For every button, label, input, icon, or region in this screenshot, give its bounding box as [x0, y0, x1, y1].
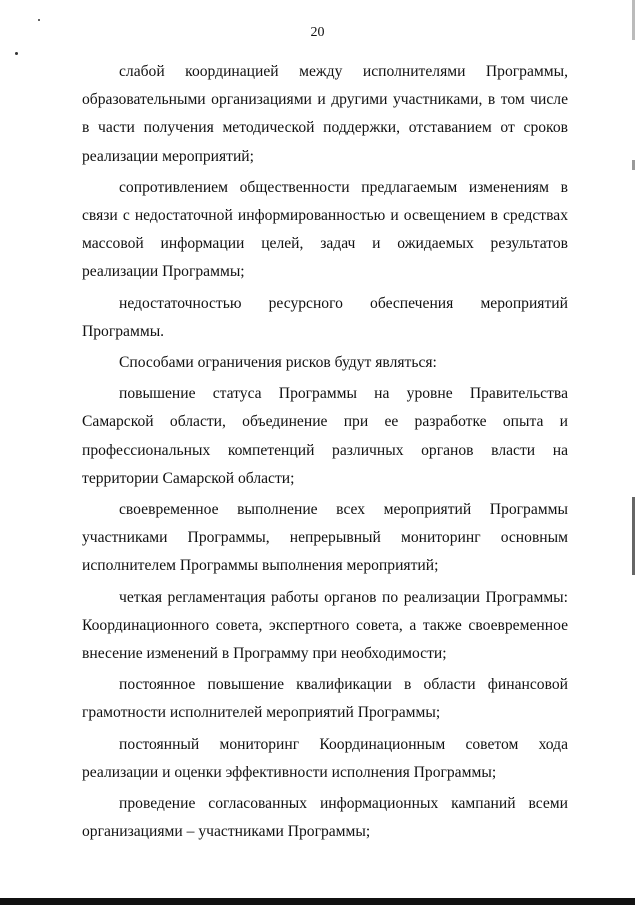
paragraph-timely-execution: своевременное выполнение всех мероприятий Программы участниками Программы, непрерывный мониторинг основным исполнителем Программы выполнения мероприятий; — [82, 501, 568, 575]
paragraph-info-campaigns: проведение согласованных информационных кампаний всеми организациями – участниками Программы; — [82, 795, 568, 841]
scan-artifact — [38, 19, 40, 21]
paragraph-qualification: постоянное повышение квалификации в области финансовой грамотности исполнителей мероприятий Программы; — [82, 676, 568, 722]
page-number: 20 — [310, 25, 325, 40]
paragraph-regulation: четкая регламентация работы органов по реализации Программы: Координационного совета, экспертного совета, а также своевременное внесение изменений в Программу при необходимости; — [82, 588, 568, 663]
paragraph-coordination-risk: слабой координацией между исполнителями Программы, образовательными организациями и другими участниками, в том числе в части получения методической поддержки, отставанием от сроков реализации мероприятий; — [82, 63, 568, 165]
scan-artifact — [15, 52, 18, 55]
paragraph-risk-mitigation-intro: Способами ограничения рисков будут являться: — [119, 354, 437, 372]
paragraph-public-resistance-risk: сопротивлением общественности предлагаемым изменениям в связи с недостаточной информированностью и освещением в средствах массовой информации целей, задач и ожидаемых результатов реализации Программы; — [82, 178, 568, 281]
scan-bottom-edge — [0, 898, 635, 905]
page-body — [82, 58, 568, 849]
paragraph-monitoring: постоянный мониторинг Координационным советом хода реализации и оценки эффективности исполнения Программы; — [82, 735, 568, 781]
paragraph-status-increase: повышение статуса Программы на уровне Правительства Самарской области, объединение при ее разработке опыта и профессиональных компетенций различных органов власти на территории Самарской области; — [82, 385, 568, 487]
paragraph-resource-risk: недостаточностью ресурсного обеспечения мероприятий Программы. — [82, 294, 568, 340]
